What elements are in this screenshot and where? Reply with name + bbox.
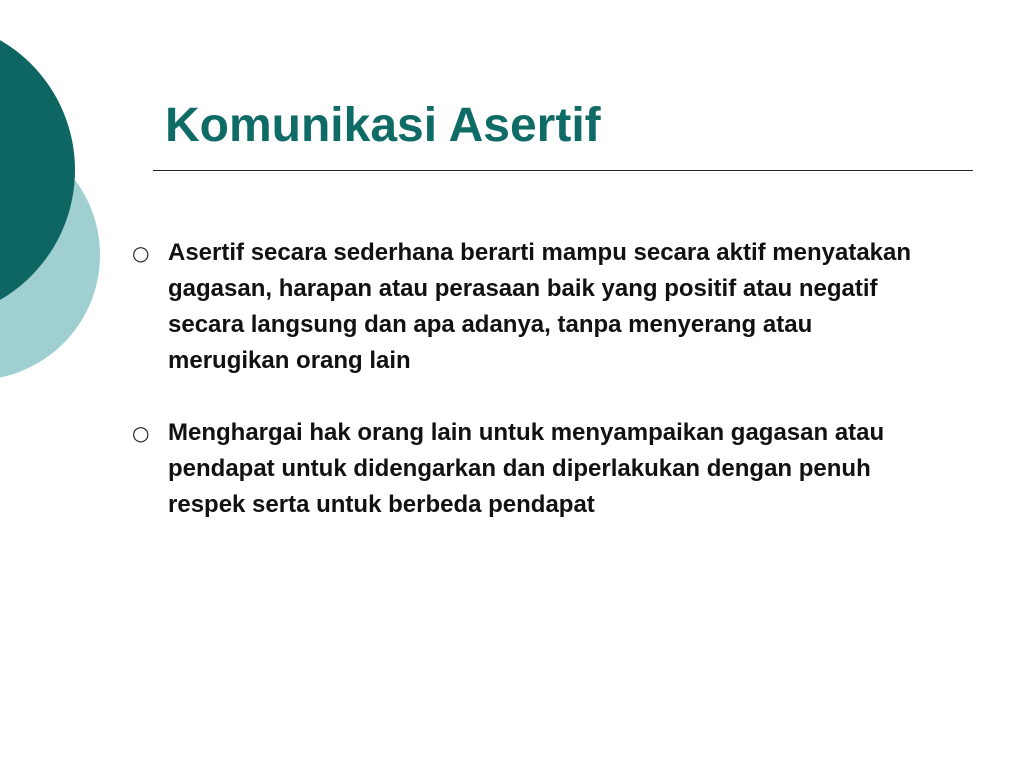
bullet-text: Asertif secara sederhana berarti mampu secara aktif menyatakan gagasan, harapan atau perasaan baik yang positif atau negatif secara langsung dan apa adanya, tanpa menyerang atau merugikan orang lain bbox=[168, 239, 912, 374]
bullet-item bbox=[128, 235, 948, 379]
hollow-circle-bullet-icon: ○ bbox=[132, 241, 150, 265]
decorative-circles bbox=[0, 0, 120, 420]
bullet-list bbox=[128, 235, 948, 559]
bullet-text: Menghargai hak orang lain untuk menyampaikan gagasan atau pendapat untuk didengarkan dan diperlakukan dengan penuh respek serta untuk berbeda pendapat bbox=[168, 419, 885, 518]
slide-title: Komunikasi Asertif bbox=[165, 99, 601, 152]
title-divider bbox=[153, 170, 973, 171]
bullet-item bbox=[128, 415, 948, 523]
hollow-circle-bullet-icon: ○ bbox=[132, 421, 150, 445]
